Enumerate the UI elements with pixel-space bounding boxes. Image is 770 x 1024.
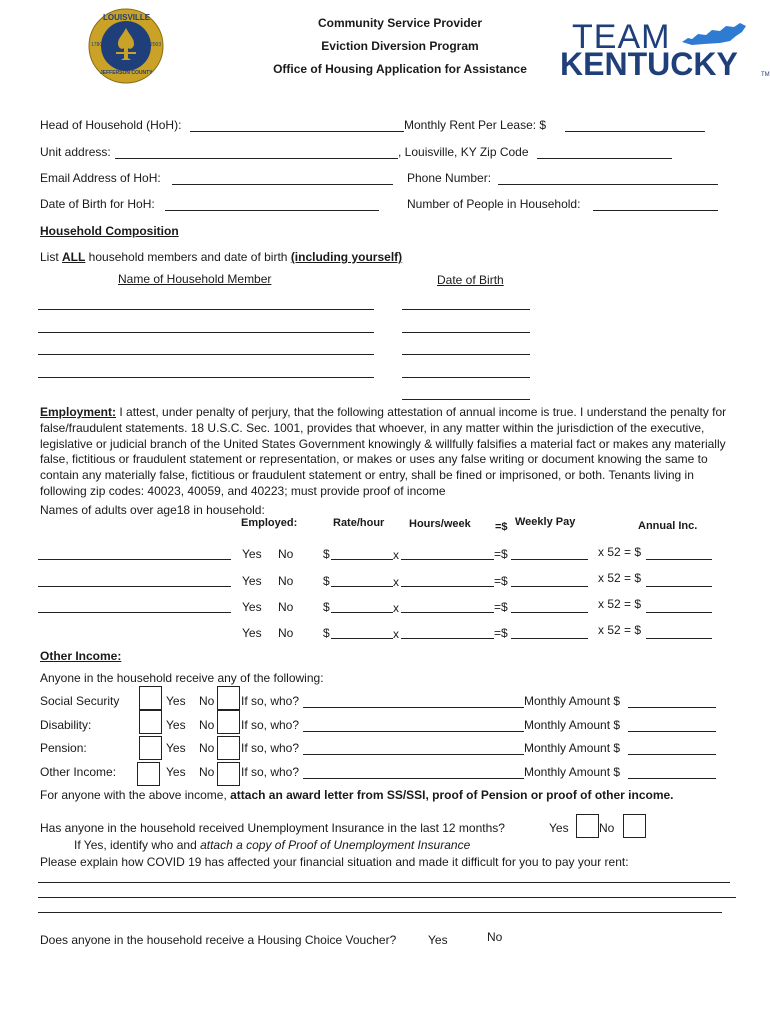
seal-side-right: 2003 bbox=[150, 42, 162, 48]
adult-name-field[interactable] bbox=[38, 586, 231, 587]
phone-label: Phone Number: bbox=[407, 171, 492, 185]
hours-field[interactable] bbox=[401, 638, 494, 639]
hours-header: Hours/week bbox=[409, 518, 471, 530]
who-field[interactable] bbox=[303, 754, 524, 755]
multiply-sign: x bbox=[393, 627, 399, 641]
team-kentucky-team-text: TEAM bbox=[572, 18, 671, 56]
monthly-amount-field[interactable] bbox=[628, 778, 716, 779]
employed-no-option[interactable]: No bbox=[278, 600, 294, 614]
income-no-label: No bbox=[199, 718, 215, 732]
rate-field[interactable] bbox=[331, 638, 393, 639]
if-so-who-label: If so, who? bbox=[241, 765, 300, 779]
annual-income-header: Annual Inc. bbox=[638, 520, 698, 532]
if-so-who-label: If so, who? bbox=[241, 718, 300, 732]
kentucky-state-icon bbox=[680, 22, 748, 48]
annual-multiplier: x 52 = $ bbox=[598, 571, 642, 585]
income-no-checkbox[interactable] bbox=[217, 710, 240, 734]
income-yes-label: Yes bbox=[166, 694, 186, 708]
hours-field[interactable] bbox=[401, 559, 494, 560]
hours-field[interactable] bbox=[401, 612, 494, 613]
employment-attestation: Employment: I attest, under penalty of perjury, that the following attestation of annual income is true. I understand the penalty for false/fraudulent statements. 18 U.S.C. Sec. 1001, provides that whoever, in any matter within the jurisdiction of the executive, legislative or judicial branch of the United States Government knowingly & willfully falsifies a material fact or makes any materially false, fictitious or fraudulent statement or representation, or makes or uses any false writing or document knowing the same to contain any materially false, fictitious or fraudulent statement or entry, shall be fined or imprisoned, or both. Tenants living in following zip codes: 40023, 40059, and 40223; must provide proof of income bbox=[40, 405, 727, 498]
member-dob-field[interactable] bbox=[402, 377, 530, 378]
unemployment-no-checkbox[interactable] bbox=[623, 814, 646, 838]
weekly-eq: =$ bbox=[494, 574, 508, 588]
multiply-sign: x bbox=[393, 575, 399, 589]
covid-question: Please explain how COVID 19 has affected your financial situation and made it difficult for you to pay your rent: bbox=[40, 855, 629, 869]
weekly-pay-field[interactable] bbox=[511, 586, 588, 587]
composition-instructions: List ALL household members and date of birth (including yourself) bbox=[40, 250, 403, 264]
employed-yes-option[interactable]: Yes bbox=[242, 547, 262, 561]
attach-proof-instructions: For anyone with the above income, attach an award letter from SS/SSI, proof of Pension or proof of other income. bbox=[40, 788, 674, 802]
covid-explanation-field[interactable] bbox=[38, 897, 736, 898]
rate-dollar: $ bbox=[323, 626, 330, 640]
people-count-label: Number of People in Household: bbox=[407, 197, 581, 211]
dob-field[interactable] bbox=[165, 210, 379, 211]
employed-yes-option[interactable]: Yes bbox=[242, 600, 262, 614]
composition-title: Household Composition bbox=[40, 224, 179, 238]
member-name-header: Name of Household Member bbox=[118, 272, 272, 286]
member-name-field[interactable] bbox=[38, 377, 374, 378]
email-label: Email Address of HoH: bbox=[40, 171, 161, 185]
employed-no-option[interactable]: No bbox=[278, 626, 294, 640]
phone-field[interactable] bbox=[498, 184, 718, 185]
income-no-checkbox[interactable] bbox=[217, 736, 240, 760]
dob-label: Date of Birth for HoH: bbox=[40, 197, 155, 211]
rate-dollar: $ bbox=[323, 574, 330, 588]
rate-dollar: $ bbox=[323, 547, 330, 561]
multiply-sign: x bbox=[393, 548, 399, 562]
zip-code-field[interactable] bbox=[537, 158, 672, 159]
weekly-pay-field[interactable] bbox=[511, 638, 588, 639]
income-type-label: Pension: bbox=[40, 741, 87, 755]
monthly-amount-label: Monthly Amount $ bbox=[524, 718, 621, 732]
member-name-field[interactable] bbox=[38, 332, 374, 333]
louisville-seal-logo bbox=[88, 8, 164, 84]
voucher-yes-option[interactable]: Yes bbox=[428, 933, 448, 947]
income-yes-checkbox[interactable] bbox=[139, 710, 162, 734]
unemployment-yes-checkbox[interactable] bbox=[576, 814, 599, 838]
who-field[interactable] bbox=[303, 707, 524, 708]
weekly-eq: =$ bbox=[494, 547, 508, 561]
hours-field[interactable] bbox=[401, 586, 494, 587]
income-no-label: No bbox=[199, 694, 215, 708]
if-so-who-label: If so, who? bbox=[241, 694, 300, 708]
adult-name-field[interactable] bbox=[38, 612, 231, 613]
income-type-label: Disability: bbox=[40, 718, 92, 732]
monthly-amount-field[interactable] bbox=[628, 707, 716, 708]
eq-header: =$ bbox=[495, 521, 508, 533]
header-line-1: Community Service Provider bbox=[317, 16, 483, 30]
income-no-label: No bbox=[199, 765, 215, 779]
seal-side-left: 1780 bbox=[91, 42, 103, 48]
weekly-eq: =$ bbox=[494, 626, 508, 640]
rate-header: Rate/hour bbox=[333, 517, 385, 529]
income-yes-checkbox[interactable] bbox=[139, 686, 162, 710]
income-no-label: No bbox=[199, 741, 215, 755]
income-type-label: Other Income: bbox=[40, 765, 117, 779]
people-count-field[interactable] bbox=[593, 210, 718, 211]
adults-label: Names of adults over age18 in household: bbox=[40, 503, 265, 517]
employed-header: Employed: bbox=[241, 517, 298, 529]
other-income-title: Other Income: bbox=[40, 649, 122, 663]
rate-field[interactable] bbox=[331, 586, 393, 587]
header-line-2: Eviction Diversion Program bbox=[321, 39, 479, 53]
member-name-field[interactable] bbox=[38, 354, 374, 355]
annual-multiplier: x 52 = $ bbox=[598, 597, 642, 611]
unemployment-identify: If Yes, identify who and attach a copy of Proof of Unemployment Insurance bbox=[74, 838, 471, 852]
other-income-question: Anyone in the household receive any of the following: bbox=[40, 671, 324, 685]
income-yes-checkbox[interactable] bbox=[137, 762, 160, 786]
income-yes-checkbox[interactable] bbox=[139, 736, 162, 760]
income-yes-label: Yes bbox=[166, 741, 186, 755]
seal-bottom-text: JEFFERSON COUNTY bbox=[100, 70, 153, 76]
who-field[interactable] bbox=[303, 778, 524, 779]
member-dob-header: Date of Birth bbox=[437, 273, 504, 287]
annual-multiplier: x 52 = $ bbox=[598, 623, 642, 637]
annual-income-field[interactable] bbox=[646, 586, 712, 587]
city-zip-label: , Louisville, KY Zip Code bbox=[398, 145, 529, 159]
monthly-amount-label: Monthly Amount $ bbox=[524, 694, 621, 708]
income-yes-label: Yes bbox=[166, 718, 186, 732]
rate-dollar: $ bbox=[323, 600, 330, 614]
hoh-field[interactable] bbox=[190, 131, 404, 132]
covid-explanation-field[interactable] bbox=[38, 882, 730, 883]
email-field[interactable] bbox=[172, 184, 393, 185]
unit-address-label: Unit address: bbox=[40, 145, 111, 159]
annual-income-field[interactable] bbox=[646, 559, 712, 560]
hoh-label: Head of Household (HoH): bbox=[40, 118, 182, 132]
unemployment-yes-label: Yes bbox=[549, 821, 569, 835]
if-so-who-label: If so, who? bbox=[241, 741, 300, 755]
rent-field[interactable] bbox=[565, 131, 705, 132]
annual-income-field[interactable] bbox=[646, 612, 712, 613]
covid-explanation-field[interactable] bbox=[38, 912, 722, 913]
member-dob-field[interactable] bbox=[402, 309, 530, 310]
weekly-pay-header: Weekly Pay bbox=[515, 516, 576, 528]
income-no-checkbox[interactable] bbox=[217, 762, 240, 786]
member-dob-field[interactable] bbox=[402, 332, 530, 333]
unemployment-question: Has anyone in the household received Unemployment Insurance in the last 12 months? bbox=[40, 821, 505, 835]
team-kentucky-tm: TM bbox=[761, 72, 770, 78]
employed-no-option[interactable]: No bbox=[278, 574, 294, 588]
monthly-amount-field[interactable] bbox=[628, 731, 716, 732]
voucher-no-option[interactable]: No bbox=[487, 930, 503, 944]
income-no-checkbox[interactable] bbox=[217, 686, 240, 710]
rate-field[interactable] bbox=[331, 612, 393, 613]
member-name-field[interactable] bbox=[38, 309, 374, 310]
multiply-sign: x bbox=[393, 601, 399, 615]
header-line-3: Office of Housing Application for Assistance bbox=[273, 62, 527, 76]
employed-no-option[interactable]: No bbox=[278, 547, 294, 561]
weekly-pay-field[interactable] bbox=[511, 559, 588, 560]
team-kentucky-kentucky-text: KENTUCKY bbox=[560, 46, 738, 82]
monthly-amount-label: Monthly Amount $ bbox=[524, 765, 621, 779]
member-dob-field[interactable] bbox=[402, 399, 530, 400]
voucher-question: Does anyone in the household receive a Housing Choice Voucher? bbox=[40, 933, 397, 947]
annual-income-field[interactable] bbox=[646, 638, 712, 639]
annual-multiplier: x 52 = $ bbox=[598, 545, 642, 559]
seal-top-text: LOUISVILLE bbox=[103, 13, 151, 22]
employed-yes-option[interactable]: Yes bbox=[242, 626, 262, 640]
adult-name-field[interactable] bbox=[38, 559, 231, 560]
member-dob-field[interactable] bbox=[402, 354, 530, 355]
weekly-pay-field[interactable] bbox=[511, 612, 588, 613]
weekly-eq: =$ bbox=[494, 600, 508, 614]
unit-address-field[interactable] bbox=[115, 158, 398, 159]
monthly-amount-field[interactable] bbox=[628, 754, 716, 755]
income-yes-label: Yes bbox=[166, 765, 186, 779]
income-type-label: Social Security bbox=[40, 694, 120, 708]
monthly-amount-label: Monthly Amount $ bbox=[524, 741, 621, 755]
who-field[interactable] bbox=[303, 731, 524, 732]
employed-yes-option[interactable]: Yes bbox=[242, 574, 262, 588]
rate-field[interactable] bbox=[331, 559, 393, 560]
unemployment-no-label: No bbox=[599, 821, 615, 835]
rent-label: Monthly Rent Per Lease: $ bbox=[404, 118, 547, 132]
